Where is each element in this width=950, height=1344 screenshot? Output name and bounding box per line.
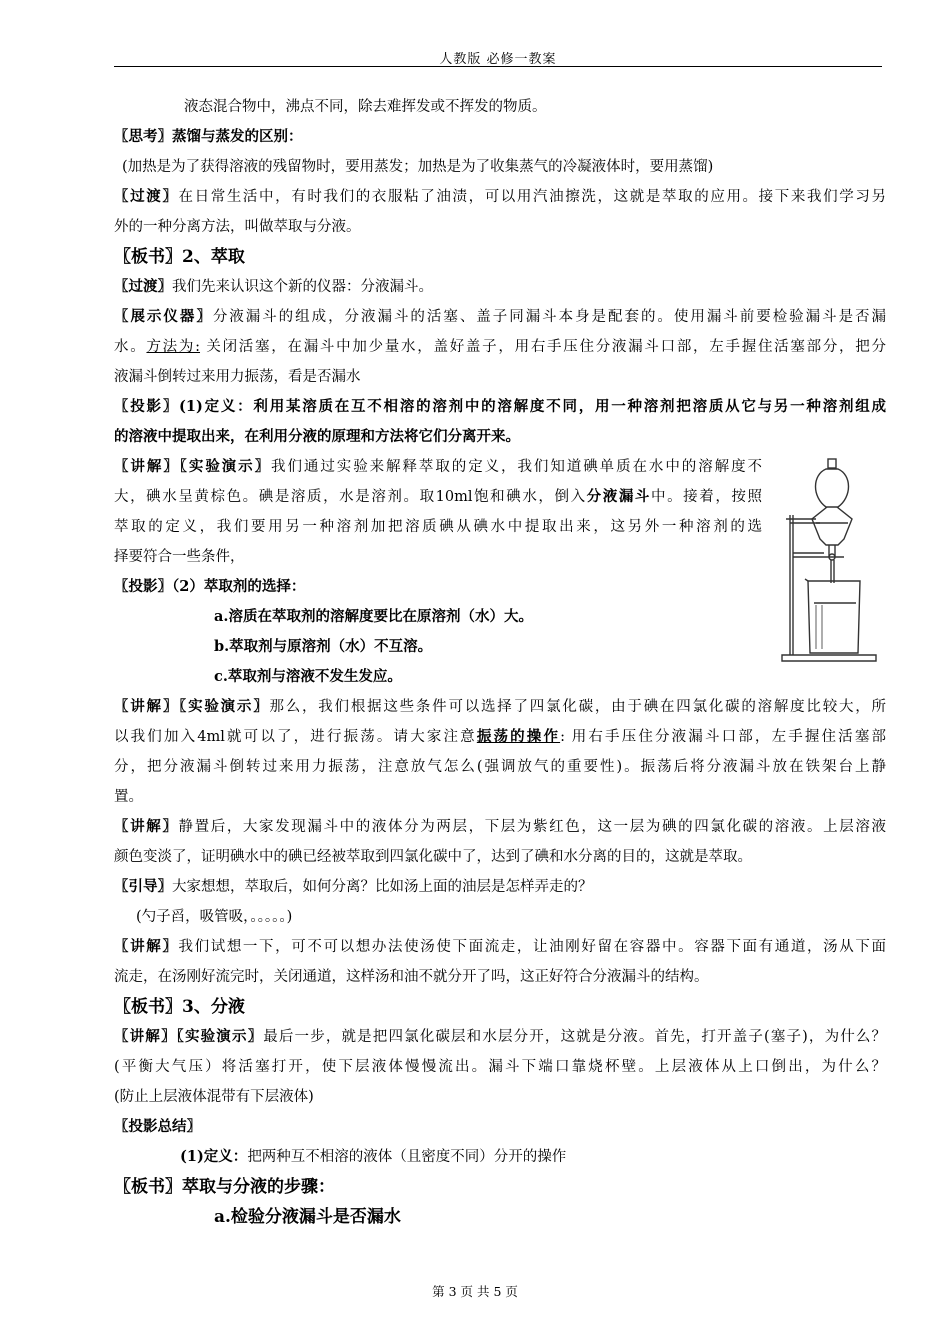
text-line: 外的一种分离方法，叫做萃取与分液。 (114, 219, 361, 235)
text-line (114, 1022, 886, 1052)
line-text: 蒸馏与蒸发的区别： (172, 128, 303, 145)
line-text: 我们试想一下，可不可以想办法使汤使下面流走，让油刚好留在容器中。容器下面有通道，汤从下面 (178, 939, 886, 955)
text-line (114, 302, 886, 332)
text-line: 萃取的定义，我们要用另一种溶剂加把溶质碘从碘水中提取出来，这另外一种溶剂的选 (114, 519, 762, 535)
text-line (114, 932, 886, 962)
text-line (114, 332, 886, 362)
line-text: 分液漏斗的组成，分液漏斗的活塞、盖子同漏斗本身是配套的。使用漏斗前要检验漏斗是否漏 (212, 309, 887, 325)
line-text: 水。 (114, 339, 147, 355)
text-line: 液态混合物中，沸点不同，除去难挥发或不挥发的物质。 (184, 99, 547, 115)
board-heading: 〖板书〗萃取与分液的步骤： (114, 1177, 335, 1197)
line-text: 大，碘水呈黄棕色。碘是溶质，水是溶剂。取10ml饱和碘水，倒入 (114, 489, 587, 505)
text-line (114, 692, 886, 722)
line-text: : 用右手压住分液漏斗口部，左手握住活塞部 (560, 729, 886, 745)
text-line: 置。 (114, 789, 143, 805)
line-text: 我们通过实验来解释萃取的定义，我们知道碘单质在水中的溶解度不 (271, 459, 762, 475)
criteria-item: c.萃取剂与溶液不发生发应。 (214, 668, 402, 685)
page-header: 人教版 必修一教案 (439, 52, 557, 67)
section-tag: 〖思考〗 (114, 128, 172, 145)
text-line (114, 182, 886, 212)
text-line: 液漏斗倒转过来用力振荡，看是否漏水 (114, 369, 361, 385)
line-text: 以我们加入4ml就可以了，进行振荡。请大家注意 (114, 729, 477, 745)
line-text: 在日常生活中，有时我们的衣服粘了油渍，可以用汽油擦洗，这就是萃取的应用。接下来我们学习另 (178, 189, 886, 205)
text-line: 分，把分液漏斗倒转过来用力振荡，注意放气怎么(强调放气的重要性)。振荡后将分液漏斗放在铁架台上静 (114, 759, 886, 775)
section-tag: 〖讲解〗〖实验演示〗 (114, 698, 270, 715)
line-text: 中。接着，按照 (651, 489, 763, 505)
text-line: 择要符合一些条件， (114, 549, 245, 565)
text-line: 颜色变淡了，证明碘水中的碘已经被萃取到四氯化碳中了，达到了碘和水分离的目的，这就是萃取。 (114, 849, 752, 865)
header-rule (114, 66, 882, 67)
text-line (114, 1142, 886, 1172)
criteria-item: b.萃取剂与原溶剂（水）不互溶。 (214, 638, 433, 655)
text-line (114, 482, 762, 512)
text-line: 的溶液中提取出来，在利用分液的原理和方法将它们分离开来。 (114, 428, 520, 445)
section-tag: 〖讲解〗〖实验演示〗 (114, 1028, 264, 1045)
page-footer: 第 3 页 共 5 页 (432, 1284, 518, 1299)
line-text: （2）萃取剂的选择： (172, 578, 306, 595)
text-line: (平衡大气压）将活塞打开，使下层液体慢慢流出。漏斗下端口靠烧杯壁。上层液体从上口倒出，为什么？ (114, 1059, 886, 1075)
line-text: 关闭活塞，在漏斗中加少量水，盖好盖子，用右手压住分液漏斗口部，左手握住活塞部分，把分 (200, 339, 887, 355)
line-text: 我们先来认识这个新的仪器：分液漏斗。 (172, 279, 433, 295)
board-heading: 〖板书〗3、分液 (114, 997, 245, 1017)
text-line (114, 812, 886, 842)
document-body (114, 92, 886, 1232)
line-text: 那么，我们根据这些条件可以选择了四氯化碳，由于碘在四氯化碳的溶解度比较大，所 (269, 699, 887, 715)
step-heading: a.检验分液漏斗是否漏水 (214, 1207, 401, 1227)
text-line: 〖投影〗(1)定义：利用某溶质在互不相溶的溶剂中的溶解度不同，用一种溶剂把溶质从它与另一种溶剂组成 (114, 398, 886, 415)
underlined-text: 振荡的操作 (476, 728, 561, 745)
bold-term: 分液漏斗 (586, 488, 652, 505)
section-tag: 〖过渡〗 (114, 278, 172, 295)
text-line: (勺子舀，吸管吸，。。。。。) (136, 909, 293, 925)
text-line: (防止上层液体混带有下层液体) (114, 1089, 314, 1105)
criteria-item: a.溶质在萃取剂的溶解度要比在原溶剂（水）大。 (214, 608, 533, 625)
board-heading: 〖板书〗2、萃取 (114, 247, 245, 267)
section-tag: 〖讲解〗 (114, 938, 179, 955)
line-text: 把两种互不相溶的液体（且密度不同）分开的操作 (247, 1149, 567, 1165)
section-tag: 〖讲解〗〖实验演示〗 (114, 458, 272, 475)
separatory-funnel-illustration (776, 453, 886, 668)
text-line (114, 272, 886, 302)
section-tag: 〖投影总结〗 (114, 1118, 201, 1135)
section-tag: 〖讲解〗 (114, 818, 179, 835)
line-text: 静置后，大家发现漏斗中的液体分为两层，下层为紫红色，这一层为碘的四氯化碳的溶液。上层溶液 (178, 819, 886, 835)
text-line (114, 722, 886, 752)
section-tag: 〖过渡〗 (114, 188, 179, 205)
text-line (114, 122, 886, 152)
text-line: 流走，在汤刚好流完时，关闭通道，这样汤和油不就分开了吗，这正好符合分液漏斗的结构。 (114, 969, 709, 985)
line-text: 大家想想，萃取后，如何分离？比如汤上面的油层是怎样弄走的？ (172, 879, 593, 895)
text-line (114, 572, 886, 602)
underlined-text: 方法为: (146, 339, 201, 355)
text-line: (加热是为了获得溶液的残留物时，要用蒸发；加热是为了收集蒸气的冷凝液体时，要用蒸馏) (122, 159, 714, 175)
text-line (114, 872, 886, 902)
definition-label: (1)定义： (180, 1148, 248, 1165)
line-text: 最后一步，就是把四氯化碳层和水层分开，这就是分液。首先，打开盖子(塞子)，为什么？ (263, 1029, 887, 1045)
section-tag: 〖投影〗 (114, 578, 172, 595)
section-tag: 〖引导〗 (114, 878, 172, 895)
text-line (114, 452, 762, 482)
section-tag: 〖展示仪器〗 (114, 308, 213, 325)
